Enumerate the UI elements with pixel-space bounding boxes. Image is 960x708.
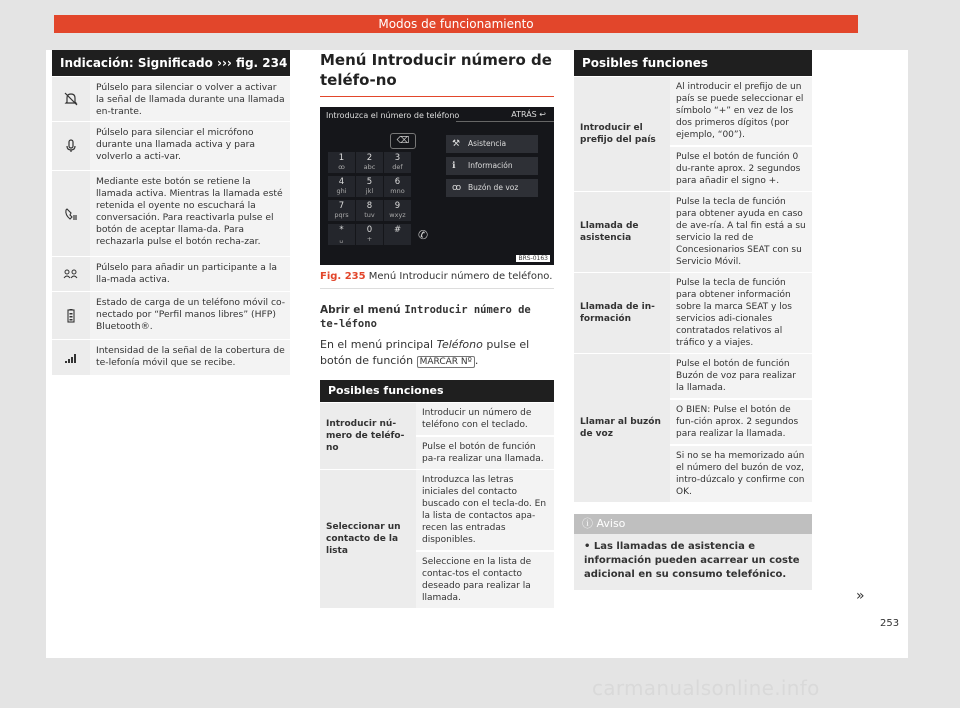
key-hash[interactable]: # bbox=[384, 224, 411, 245]
table-row bbox=[52, 256, 290, 291]
subsection-heading: Abrir el menú Introducir número de te-léfono bbox=[320, 304, 531, 330]
battery-icon bbox=[52, 292, 90, 339]
function-label: Llamada de in-formación bbox=[574, 273, 670, 353]
signal-description: Púlselo para silenciar o volver a activar la señal de llamada durante una llamada en-trante. bbox=[90, 77, 290, 121]
functions-table-title: Posibles funciones bbox=[320, 380, 554, 402]
continue-mark: » bbox=[856, 588, 865, 604]
function-description: Pulse el botón de función pa-ra realizar una llamada. bbox=[416, 437, 554, 469]
table-row bbox=[52, 291, 290, 339]
information-button[interactable]: ℹ Información bbox=[446, 157, 538, 175]
function-description: Pulse el botón de función Buzón de voz para realizar la llamada. bbox=[670, 354, 812, 400]
section-title: Menú Introducir número de teléfo-no bbox=[320, 50, 554, 97]
table-row bbox=[574, 76, 812, 191]
table-row bbox=[52, 121, 290, 170]
function-description: O BIEN: Pulse el botón de fun-ción aprox. 2 segundos para realizar la llamada. bbox=[670, 400, 812, 446]
function-description: Seleccione en la lista de contac-tos el contacto deseado para realizar la llamada. bbox=[416, 552, 554, 608]
info-icon: ⓘ bbox=[582, 517, 593, 530]
figure-code: BRS-0163 bbox=[518, 255, 548, 262]
signal-strength-icon bbox=[52, 340, 90, 375]
signal-description: Estado de carga de un teléfono móvil co-nectado por “Perfil manos libres” (HFP) Bluetooth®. bbox=[90, 292, 290, 339]
key-9[interactable]: 9 wxyz bbox=[384, 200, 411, 221]
phone-screen-figure bbox=[320, 107, 554, 265]
call-icon[interactable]: ✆ bbox=[417, 228, 429, 242]
table-row bbox=[52, 170, 290, 256]
info-icon: ℹ bbox=[452, 161, 456, 171]
notice-text: • Las llamadas de asistencia e información pueden acarrear un coste adicional en su consumo telefónico. bbox=[584, 541, 800, 580]
key-1[interactable]: 1 ꝏ bbox=[328, 152, 355, 173]
key-3[interactable]: 3 def bbox=[384, 152, 411, 173]
function-description: Pulse la tecla de función para obtener ayuda en caso de ave-ría. A tal fin está a su servicio la red de Concesionarios SEAT con su Servicio Móvil. bbox=[670, 192, 812, 272]
add-participant-icon bbox=[52, 257, 90, 291]
signals-table-title: Indicación: Significado ››› fig. 234 bbox=[52, 50, 290, 76]
screen-title: Introduzca el número de teléfono bbox=[326, 111, 460, 120]
notice-box bbox=[574, 514, 812, 590]
key-5[interactable]: 5 jkl bbox=[356, 176, 383, 197]
table-row bbox=[320, 469, 554, 608]
mute-bell-icon bbox=[52, 77, 90, 121]
key-2[interactable]: 2 abc bbox=[356, 152, 383, 173]
function-description: Pulse la tecla de función para obtener información sobre la marca SEAT y los servicios adi-cionales contratados relativos al tráfico y a viajes. bbox=[670, 273, 812, 353]
function-label: Introducir el prefijo del país bbox=[574, 77, 670, 191]
signal-description: Intensidad de la señal de la cobertura de te-lefonía móvil que se recibe. bbox=[90, 340, 290, 375]
backspace-icon[interactable]: ⌫ bbox=[390, 133, 416, 149]
hold-call-icon bbox=[52, 171, 90, 256]
back-button[interactable]: ATRÁS ↩ bbox=[511, 110, 546, 119]
table-row bbox=[574, 272, 812, 353]
function-description: Introduzca las letras iniciales del contacto buscado con el tecla-do. En la lista de contactos apa-recen las entradas disponibles. bbox=[416, 470, 554, 552]
marcar-button-label: MARCAR Nº bbox=[417, 356, 475, 368]
page-number: 253 bbox=[880, 618, 900, 629]
key-4[interactable]: 4 ghi bbox=[328, 176, 355, 197]
function-description: Si no se ha memorizado aún el número del buzón de voz, intro-dúzcalo y confirme con OK. bbox=[670, 446, 812, 502]
body-text: En el menú principal Teléfono pulse el botón de función MARCAR Nº . bbox=[320, 338, 530, 367]
signal-description: Mediante este botón se retiene la llamada activa. Mientras la llamada esté retenida el oyente no escuchará la conversación. Para reactivarla pulse el botón de aceptar llama-da. Para rechazarla pulse el botón recha-zar. bbox=[90, 171, 290, 256]
watermark: carmanualsonline.info bbox=[592, 676, 820, 700]
wrench-icon: ⚒ bbox=[452, 139, 461, 149]
signal-description: Púlselo para silenciar el micrófono durante una llamada activa y para volverlo a acti-var. bbox=[90, 122, 290, 170]
table-row bbox=[52, 76, 290, 121]
figure-caption: Fig. 235 Menú Introducir número de teléfono. bbox=[320, 271, 554, 289]
phone-number-section bbox=[320, 50, 554, 608]
microphone-icon bbox=[52, 122, 90, 170]
function-description: Pulse el botón de función 0 du-rante aprox. 2 segundos para añadir el signo +. bbox=[670, 147, 812, 191]
function-label: Introducir nú-mero de teléfo-no bbox=[320, 403, 416, 469]
function-label: Llamada de asistencia bbox=[574, 192, 670, 272]
key-7[interactable]: 7 pqrs bbox=[328, 200, 355, 221]
table-row bbox=[574, 191, 812, 272]
key-8[interactable]: 8 tuv bbox=[356, 200, 383, 221]
voicemail-icon: ꝏ bbox=[452, 183, 462, 193]
key-0[interactable]: 0 + bbox=[356, 224, 383, 245]
table-row bbox=[574, 353, 812, 502]
key-6[interactable]: 6 mno bbox=[384, 176, 411, 197]
functions-table-title: Posibles funciones bbox=[574, 50, 812, 76]
signal-description: Púlselo para añadir un participante a la lla-mada activa. bbox=[90, 257, 290, 291]
signals-table bbox=[52, 50, 290, 375]
notice-title: ⓘ Aviso bbox=[574, 514, 812, 534]
function-label: Llamar al buzón de voz bbox=[574, 354, 670, 502]
function-description: Al introducir el prefijo de un país se puede seleccionar el símbolo “+” en vez de los dos primeros dígitos (por ejemplo, “00”). bbox=[670, 77, 812, 147]
functions-table-right bbox=[574, 50, 812, 590]
function-description: Introducir un número de teléfono con el teclado. bbox=[416, 403, 554, 437]
assistance-button[interactable]: ⚒ Asistencia bbox=[446, 135, 538, 153]
divider bbox=[456, 121, 554, 122]
table-row bbox=[52, 339, 290, 375]
chapter-header: Modos de funcionamiento bbox=[54, 15, 858, 33]
table-row bbox=[320, 402, 554, 469]
functions-table bbox=[320, 380, 554, 608]
function-label: Seleccionar un contacto de la lista bbox=[320, 470, 416, 608]
key-star[interactable]: * ␣ bbox=[328, 224, 355, 245]
voicemail-button[interactable]: ꝏ Buzón de voz bbox=[446, 179, 538, 197]
